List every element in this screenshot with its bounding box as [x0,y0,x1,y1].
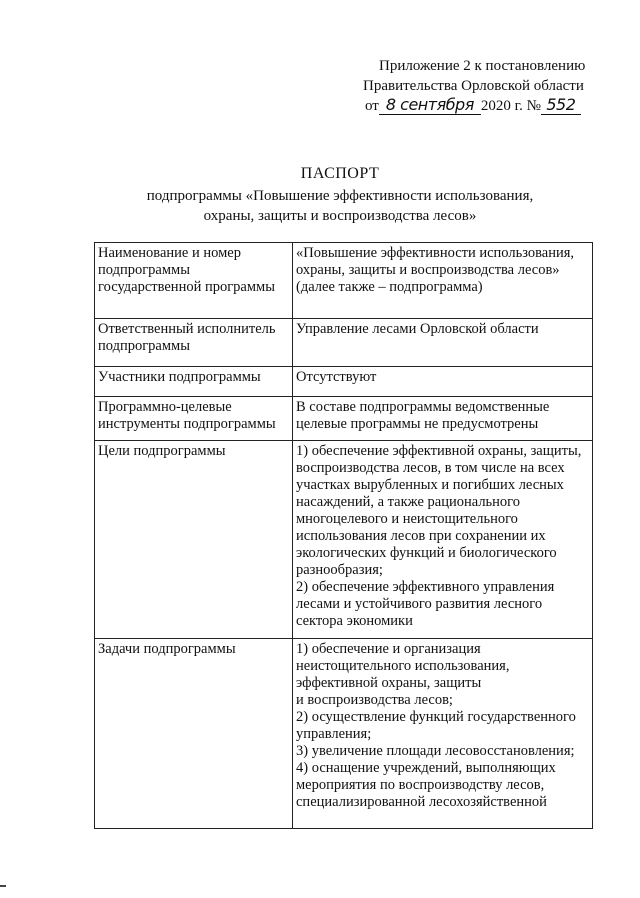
scan-mark [0,885,6,887]
document-title [60,164,620,226]
row-label-line: Программно-целевые [98,399,232,415]
row-label-line: инструменты подпрограммы [98,416,276,432]
row-label-line: государственной программы [98,279,275,295]
row-value-line: (далее также – подпрограмма) [296,279,483,295]
table-row [95,639,593,829]
row-label-cell [95,397,293,441]
row-label-line: подпрограммы [98,338,190,354]
title-line-1: подпрограммы «Повышение эффективности использования, [146,188,534,204]
row-label-line: Наименование и номер [98,245,241,261]
row-value-line: 1) обеспечение эффективной охраны, защиты, [296,443,582,459]
table-row [95,243,593,319]
row-value-line: разнообразия; [296,562,383,578]
row-label-cell [95,243,293,319]
year-text: 2020 г. № [480,98,541,114]
title-line-2: охраны, защиты и воспроизводства лесов» [203,208,477,224]
row-label-line: подпрограммы [98,262,190,278]
row-value-line: Отсутствуют [296,369,377,385]
row-value-line: мероприятия по воспроизводству лесов, [296,777,545,793]
passport-table-body [95,243,593,829]
row-value-cell [293,441,593,639]
row-value-line: целевые программы не предусмотрены [296,416,539,432]
row-value-line: участках вырубленных и погибших лесных [296,477,564,493]
row-value-line: лесами и устойчивого развития лесного [296,596,543,612]
passport-table [94,242,593,829]
appendix-line-2: Правительства Орловской области [363,78,584,94]
row-value-line: насаждений, а также рационального [296,494,521,510]
row-value-cell [293,319,593,367]
row-value-line: управления; [296,726,372,742]
date-prefix: от [365,98,379,114]
row-label-cell [95,441,293,639]
row-value-cell [293,639,593,829]
row-value-cell [293,243,593,319]
row-value-line: сектора экономики [296,613,413,629]
row-label-line: Задачи подпрограммы [98,641,236,657]
table-row [95,319,593,367]
row-value-line: 4) оснащение учреждений, выполняющих [296,760,556,776]
table-row [95,441,593,639]
row-label-line: Ответственный исполнитель [98,321,276,337]
row-value-cell [293,367,593,397]
title-heading: ПАСПОРТ [300,165,380,182]
row-value-line: экологических функций и биологического [296,545,557,561]
handwritten-number: 552 [541,96,581,115]
row-value-line: неистощительного использования, [296,658,510,674]
row-value-line: 2) осуществление функций государственного [296,709,576,725]
table-row [95,397,593,441]
handwritten-date: 8 сентября [379,96,481,115]
row-value-line: 2) обеспечение эффективного управления [296,579,555,595]
row-label-line: Цели подпрограммы [98,443,226,459]
table-row [95,367,593,397]
appendix-line-1: Приложение 2 к постановлению [379,58,586,74]
row-value-line: и воспроизводства лесов; [296,692,453,708]
row-value-line: В составе подпрограммы ведомственные [296,399,550,415]
row-label-cell [95,639,293,829]
row-value-line: эффективной охраны, защиты [296,675,482,691]
row-value-cell [293,397,593,441]
row-label-cell [95,367,293,397]
row-value-line: многоцелевого и неистощительного [296,511,518,527]
row-value-line: 3) увеличение площади лесовосстановления; [296,743,575,759]
row-label-line: Участники подпрограммы [98,369,261,385]
row-value-line: специализированной лесохозяйственной [296,794,547,810]
row-label-cell [95,319,293,367]
row-value-line: охраны, защиты и воспроизводства лесов» [296,262,560,278]
appendix-date-line [350,96,620,116]
row-value-line: использования лесов при сохранении их [296,528,546,544]
row-value-line: Управление лесами Орловской области [296,321,539,337]
appendix-block [350,56,620,116]
row-value-line: воспроизводства лесов, в том числе на всех [296,460,565,476]
row-value-line: «Повышение эффективности использования, [296,245,575,261]
row-value-line: 1) обеспечение и организация [296,641,481,657]
